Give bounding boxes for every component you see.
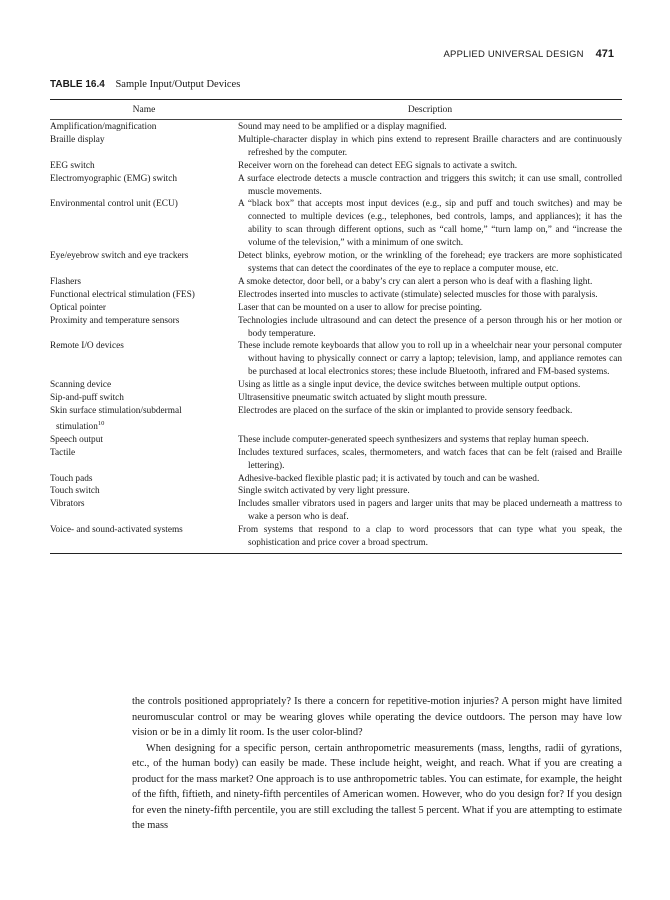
device-name-text: Optical pointer	[50, 302, 107, 313]
device-name	[50, 250, 238, 276]
table-row	[50, 276, 622, 289]
device-description: From systems that respond to a clap to word processors that can type what you speak, the sophistication and price cover a broad spectrum.	[238, 525, 622, 549]
device-name	[50, 289, 238, 302]
io-devices-table	[50, 99, 622, 554]
body-paragraph: the controls positioned appropriately? Is there a concern for repetitive-motion injuries? A person might have limited neuromuscular control or may be wearing gloves while operating the device outdoors. The person may have low vision or be in a dimly lit room. Is the user color-blind?	[132, 696, 622, 738]
table-row	[50, 250, 622, 276]
device-name-text: Tactile	[50, 447, 76, 458]
device-name	[50, 160, 238, 173]
device-name-text: Flashers	[50, 276, 81, 287]
table-row	[50, 315, 622, 341]
device-name-text: Braille display	[50, 134, 105, 145]
device-name	[50, 434, 238, 447]
table-row	[50, 340, 622, 379]
device-name-text: Voice- and sound-activated systems	[50, 525, 183, 536]
device-name	[50, 302, 238, 315]
table-header-row	[50, 100, 622, 120]
device-description: A smoke detector, door bell, or a baby’s cry can alert a person who is deaf with a flashing light.	[238, 276, 593, 287]
table-row	[50, 173, 622, 199]
device-name	[50, 524, 238, 550]
device-name-text: Touch switch	[50, 486, 100, 497]
device-name-text: Scanning device	[50, 380, 112, 391]
device-description: Using as little as a single input device, the device switches between multiple output options.	[238, 380, 581, 391]
table-row	[50, 121, 622, 134]
device-name	[50, 392, 238, 405]
device-name-text: Speech output	[50, 434, 103, 445]
table-row	[50, 434, 622, 447]
table-body	[50, 120, 622, 554]
page-number: 471	[595, 48, 614, 60]
device-name-text: EEG switch	[50, 160, 95, 171]
table-row	[50, 485, 622, 498]
table-row	[50, 302, 622, 315]
device-name	[50, 340, 238, 379]
device-description: Laser that can be mounted on a user to allow for precise pointing.	[238, 302, 482, 313]
device-description: Includes textured surfaces, scales, thermometers, and watch faces that can be felt (raised and Braille lettering).	[238, 447, 622, 471]
device-description: A “black box” that accepts most input devices (e.g., sip and puff and touch switches) and may be connected to multiple devices (e.g., telephones, bed controls, lamps, and appliances); it has the ability to scan through different options, such as “call home,” “turn lamp on,” and “increase the volume of the television,” with a minimum of one switch.	[238, 199, 622, 249]
device-description: These include computer-generated speech synthesizers and systems that replay human speech.	[238, 434, 589, 445]
table-row	[50, 289, 622, 302]
device-name-text: Functional electrical stimulation (FES)	[50, 289, 195, 300]
device-name	[50, 315, 238, 341]
table-label: TABLE 16.4	[50, 79, 105, 90]
table-row	[50, 160, 622, 173]
column-header-description: Description	[407, 104, 453, 115]
device-name-text: Remote I/O devices	[50, 341, 124, 352]
body-text	[132, 694, 622, 834]
device-name-text: Eye/eyebrow switch and eye trackers	[50, 251, 189, 262]
device-description: Ultrasensitive pneumatic switch actuated by slight mouth pressure.	[238, 393, 487, 404]
device-description: Technologies include ultrasound and can detect the presence of a person through his or her motion or body temperature.	[238, 315, 622, 339]
table-caption-text: Sample Input/Output Devices	[115, 79, 241, 90]
device-description: Adhesive-backed flexible plastic pad; it is activated by touch and can be washed.	[238, 473, 540, 484]
device-description: Sound may need to be amplified or a display magnified.	[238, 122, 447, 132]
device-name-text: Amplification/magnification	[50, 122, 157, 132]
device-name-text: Touch pads	[50, 473, 93, 484]
device-name	[50, 198, 238, 250]
device-name	[50, 473, 238, 486]
device-description: These include remote keyboards that allow you to roll up in a wheelchair near your personal computer without having to physically connect or carry a laptop; television, lamp, and appliance remotes can be purchased at local electronics stores; these include Bluetooth, infrared and FM-based systems.	[238, 341, 622, 378]
table-row	[50, 379, 622, 392]
device-description: A surface electrode detects a muscle contraction and triggers this switch; it can use small, controlled muscle movements.	[238, 173, 622, 197]
device-description: Electrodes inserted into muscles to activate (stimulate) selected muscles for those with paralysis.	[238, 289, 598, 300]
device-description: Single switch activated by very light pressure.	[238, 486, 410, 497]
device-name-text: Electromyographic (EMG) switch	[50, 173, 178, 184]
device-name-text: Sip-and-puff switch	[50, 393, 124, 404]
table-row	[50, 473, 622, 486]
table-row	[50, 498, 622, 524]
device-description: Detect blinks, eyebrow motion, or the wrinkling of the forehead; eye trackers are more sophisticated systems that can detect the coordinates of the eye to replace a computer mouse, etc.	[238, 251, 622, 274]
table-row	[50, 198, 622, 250]
device-name	[50, 405, 238, 434]
device-name	[50, 173, 238, 199]
device-name	[50, 379, 238, 392]
device-description: Receiver worn on the forehead can detect EEG signals to activate a switch.	[238, 160, 518, 171]
body-paragraph: When designing for a specific person, certain anthropometric measurements (mass, lengths, radii of gyrations, etc., of the human body) can easily be made. These include height, weight, and reach. What if you are creating a product for the mass market? One approach is to use anthropometric tables. You can estimate, for example, the height of the fifth, fiftieth, and ninety-fifth percentiles of American women. However, who do you design for? If you design for even the ninety-fifth percentile, you are still excluding the tallest 5 percent. What if you are attempting to estimate the mass	[132, 742, 622, 831]
device-name	[50, 498, 238, 524]
running-head-title: APPLIED UNIVERSAL DESIGN	[443, 49, 584, 60]
device-description: Includes smaller vibrators used in pagers and larger units that may be placed underneath a mattress to wake a person who is deaf.	[238, 499, 622, 523]
footnote-reference: 10	[97, 419, 105, 427]
device-name-text: Vibrators	[50, 499, 85, 510]
device-name	[50, 276, 238, 289]
table-row	[50, 134, 622, 160]
device-name-text: Proximity and temperature sensors	[50, 315, 180, 326]
device-name	[50, 485, 238, 498]
device-name-text: Environmental control unit (ECU)	[50, 199, 178, 210]
device-name	[50, 447, 238, 473]
table-row	[50, 392, 622, 405]
running-head	[444, 48, 615, 60]
device-description: Multiple-character display in which pins extend to represent Braille characters and are continuously refreshed by the computer.	[238, 134, 622, 158]
table-caption	[50, 79, 240, 90]
device-name	[50, 121, 238, 134]
column-header-name: Name	[132, 104, 156, 115]
table-row	[50, 405, 622, 434]
table-row	[50, 524, 622, 550]
table-row	[50, 447, 622, 473]
device-name	[50, 134, 238, 160]
device-name-continued: stimulation	[56, 421, 98, 432]
device-description: Electrodes are placed on the surface of the skin or implanted to provide sensory feedback.	[238, 405, 573, 416]
device-name-text: Skin surface stimulation/subdermal	[50, 405, 182, 416]
